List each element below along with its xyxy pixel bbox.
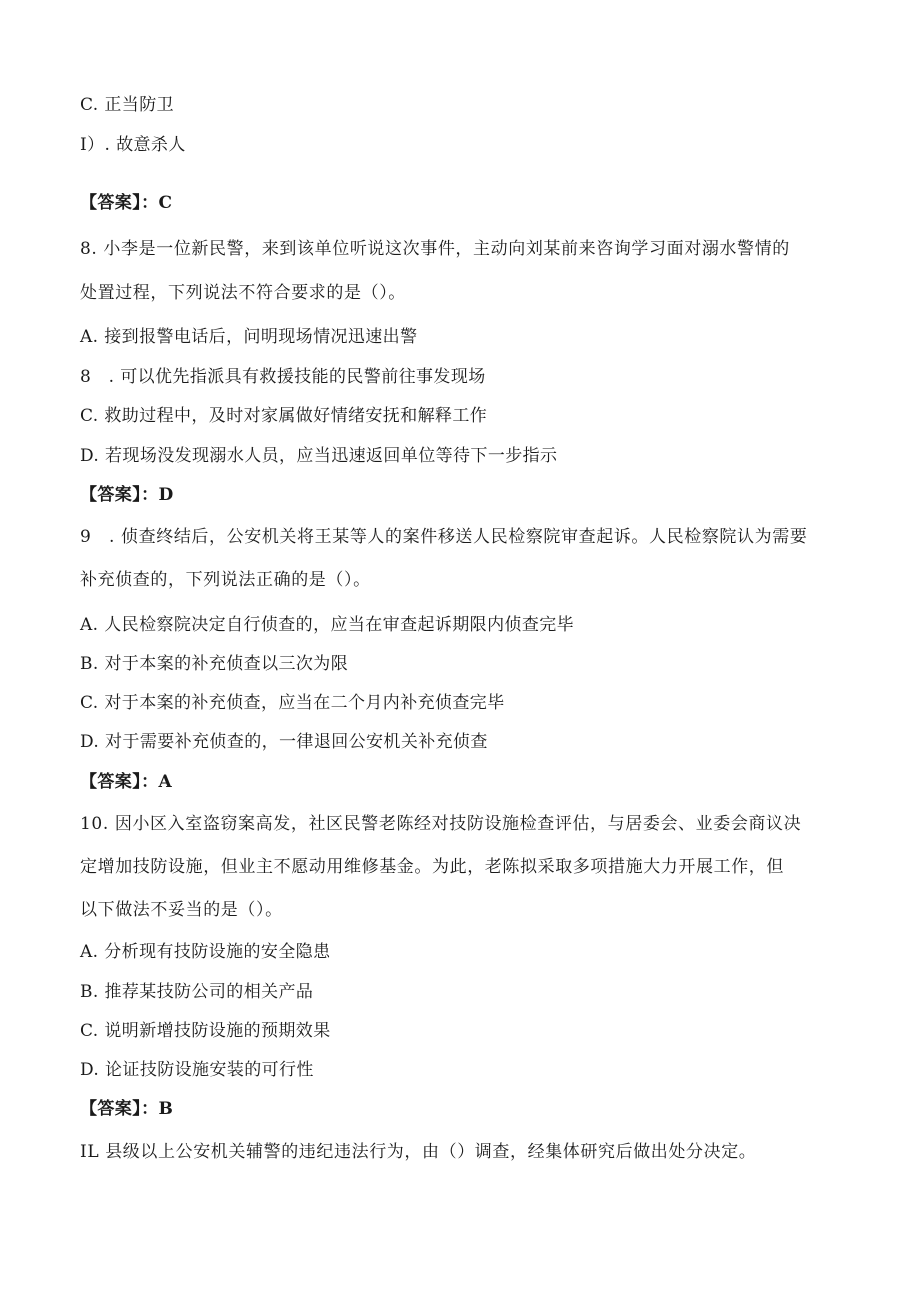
option-d-line: D. 对于需要补充侦查的，一律退回公安机关补充侦查 bbox=[80, 732, 488, 752]
question-8-line-2: 处置过程，下列说法不符合要求的是（）。 bbox=[80, 283, 406, 303]
question-11-line-1: IL 县级以上公安机关辅警的违纪违法行为，由（）调查，经集体研究后做出处分决定。 bbox=[80, 1142, 757, 1162]
option-c-line: C. 对于本案的补充侦查，应当在二个月内补充侦查完毕 bbox=[80, 693, 505, 713]
answer-line: 【答案】：A bbox=[80, 772, 173, 792]
answer-line: 【答案】：D bbox=[80, 485, 174, 505]
option-d-line: I）. 故意杀人 bbox=[80, 135, 186, 155]
option-a-line: A. 人民检察院决定自行侦查的，应当在审查起诉期限内侦查完毕 bbox=[80, 615, 575, 635]
question-10-line-3: 以下做法不妥当的是（）。 bbox=[80, 900, 283, 920]
answer-line: 【答案】：B bbox=[80, 1099, 174, 1119]
question-8-line-1: 8. 小李是一位新民警，来到该单位听说这次事件，主动向刘某前来咨询学习面对溺水警情的 bbox=[80, 239, 790, 259]
question-10-line-2: 定增加技防设施，但业主不愿动用维修基金。为此，老陈拟采取多项措施大力开展工作，但 bbox=[80, 857, 784, 877]
answer-line: 【答案】：C bbox=[80, 193, 173, 213]
question-9-line-2: 补充侦查的，下列说法正确的是（）。 bbox=[80, 570, 371, 590]
option-a-line: A. 分析现有技防设施的安全隐患 bbox=[80, 942, 331, 962]
option-d-line: D. 论证技防设施安装的可行性 bbox=[80, 1060, 314, 1080]
option-b-line: 8 . 可以优先指派具有救援技能的民警前往事发现场 bbox=[80, 367, 486, 387]
option-d-line: D. 若现场没发现溺水人员，应当迅速返回单位等待下一步指示 bbox=[80, 446, 558, 466]
option-c-line: C. 说明新增技防设施的预期效果 bbox=[80, 1021, 331, 1041]
option-a-line: A. 接到报警电话后，问明现场情况迅速出警 bbox=[80, 327, 418, 347]
option-c-line: C. 救助过程中，及时对家属做好情绪安抚和解释工作 bbox=[80, 406, 488, 426]
option-b-line: B. 对于本案的补充侦查以三次为限 bbox=[80, 654, 349, 674]
option-c-line: C. 正当防卫 bbox=[80, 95, 175, 115]
question-10-line-1: 10. 因小区入室盗窃案高发，社区民警老陈经对技防设施检查评估，与居委会、业委会商议决 bbox=[80, 814, 802, 834]
option-b-line: B. 推荐某技防公司的相关产品 bbox=[80, 982, 314, 1002]
question-9-line-1: 9 . 侦查终结后，公安机关将王某等人的案件移送人民检察院审查起诉。人民检察院认为需要 bbox=[80, 527, 808, 547]
